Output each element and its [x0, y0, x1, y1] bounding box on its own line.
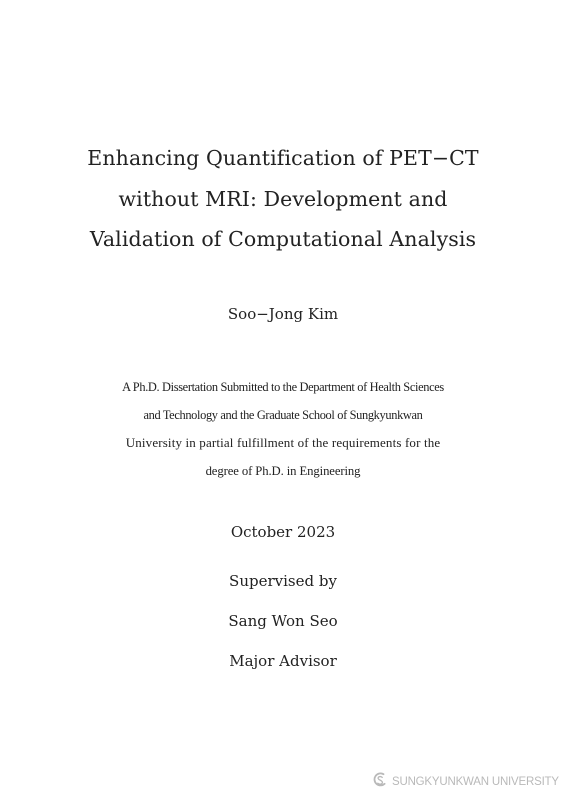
university-name-watermark: SUNGKYUNKWAN UNIVERSITY: [392, 776, 559, 788]
submission-date: October 2023: [230, 523, 336, 541]
advisor-role: Major Advisor: [229, 652, 337, 670]
university-watermark: [372, 771, 559, 793]
statement-line: degree of Ph.D. in Engineering: [205, 464, 361, 478]
supervised-by-label: Supervised by: [229, 572, 337, 590]
title-line: Enhancing Quantification of PET−CT: [87, 146, 479, 170]
dissertation-title: [40, 138, 526, 260]
title-line: Validation of Computational Analysis: [89, 227, 477, 251]
supervisor-name: Sang Won Seo: [228, 612, 338, 630]
title-line: without MRI: Development and: [118, 186, 448, 211]
author-name: Soo−Jong Kim: [227, 305, 339, 323]
university-seal-icon: [372, 771, 388, 793]
statement-line: University in partial fulfillment of the requirements for the: [125, 435, 441, 450]
statement-line: A Ph.D. Dissertation Submitted to the Department of Health Sciences: [122, 380, 444, 394]
degree-statement: [40, 373, 526, 485]
statement-line: and Technology and the Graduate School of Sungkyunkwan: [143, 408, 423, 422]
